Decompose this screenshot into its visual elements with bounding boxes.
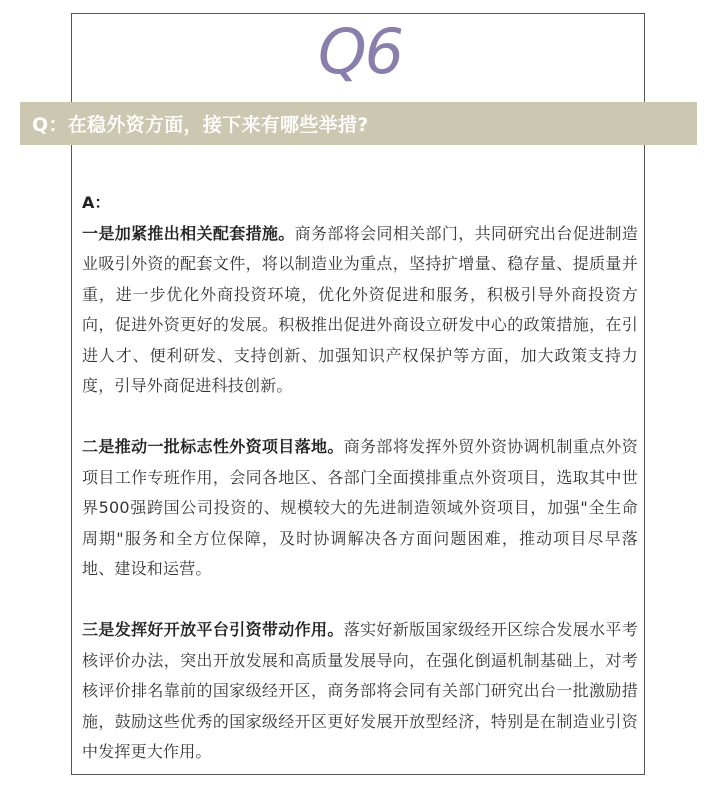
answer-paragraph-3	[82, 615, 638, 768]
answer-paragraph-1	[82, 219, 638, 402]
paragraph-body: 商务部将会同相关部门，共同研究出台促进制造业吸引外资的配套文件，将以制造业为重点，坚持扩增量、稳存量、提质量并重，进一步优化外商投资环境，优化外资促进和服务，积极引导外商投资方向，促进外资更好的发展。积极推出促进外商设立研发中心的政策措施，在引进人才、便利研发、支持创新、加强知识产权保护等方面，加大政策支持力度，引导外商促进科技创新。	[82, 223, 639, 395]
question-banner	[20, 102, 697, 145]
question-number: Q6	[317, 15, 403, 88]
answer-label: A：	[82, 193, 111, 212]
question-text: Q：在稳外资方面，接下来有哪些举措?	[32, 114, 369, 136]
paragraph-lead: 一是加紧推出相关配套措施。	[82, 223, 295, 243]
paragraph-lead: 二是推动一批标志性外资项目落地。	[82, 437, 344, 456]
answer-content	[82, 188, 638, 798]
paragraph-body: 落实好新版国家级经开区综合发展水平考核评价办法，突出开放发展和高质量发展导向，在强化倒逼机制基础上，对考核评价排名靠前的国家级经开区，商务部将会同有关部门研究出台一批激励措施，鼓励这些优秀的国家级经开区更好发展开放型经济，特别是在制造业引资中发挥更大作用。	[82, 620, 638, 761]
paragraph-body: 商务部将发挥外贸外资协调机制重点外资项目工作专班作用，会同各地区、各部门全面摸排重点外资项目，选取其中世界500强跨国公司投资的、规模较大的先进制造领域外资项目，加强"全生命周期"服务和全方位保障，及时协调解决各方面问题困难，推动项目尽早落地、建设和运营。	[82, 437, 638, 578]
answer-paragraph-2	[82, 432, 638, 585]
paragraph-lead: 三是发挥好开放平台引资带动作用。	[82, 620, 344, 639]
